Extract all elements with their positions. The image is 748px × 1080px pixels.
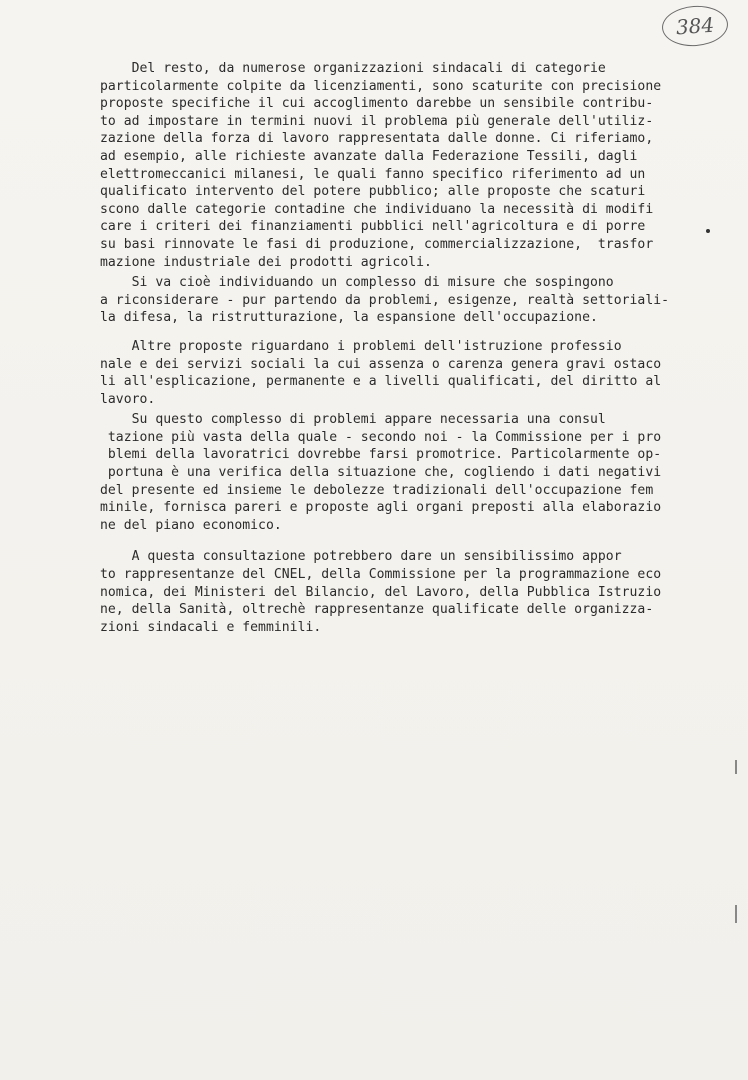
text-line: care i criteri dei finanziamenti pubblici nell'agricoltura e di porre — [100, 219, 646, 235]
text-line: nale e dei servizi sociali la cui assenza o carenza genera gravi ostaco — [100, 356, 662, 372]
text-line: mazione industriale dei prodotti agricoli. — [100, 254, 432, 270]
text-line: portuna è una verifica della situazione che, cogliendo i dati negativi — [100, 465, 662, 481]
paragraph-1 — [100, 60, 700, 271]
text-line: Su questo complesso di problemi appare necessaria una consul — [100, 412, 606, 428]
text-line: nomica, dei Ministeri del Bilancio, del Lavoro, della Pubblica Istruzio — [100, 584, 662, 600]
text-line: A questa consultazione potrebbero dare un sensibilissimo appor — [100, 549, 622, 565]
text-line: particolarmente colpite da licenziamenti, sono scaturite con precisione — [100, 78, 662, 94]
text-line: Altre proposte riguardano i problemi dell'istruzione professio — [100, 338, 622, 354]
paragraph-5 — [100, 548, 700, 636]
text-line: zazione della forza di lavoro rappresentata dalle donne. Ci riferiamo, — [100, 131, 654, 147]
edge-tick-mark — [735, 760, 737, 774]
text-line: su basi rinnovate le fasi di produzione, commercializzazione, trasfor — [100, 236, 654, 252]
text-line: a riconsiderare - pur partendo da problemi, esigenze, realtà settoriali- — [100, 292, 670, 308]
text-line: Si va cioè individuando un complesso di misure che sospingono — [100, 275, 614, 291]
document-body — [100, 60, 700, 636]
text-line: elettromeccanici milanesi, le quali fanno specifico riferimento ad un — [100, 166, 646, 182]
text-line: tazione più vasta della quale - secondo noi - la Commissione per i pro — [100, 429, 662, 445]
text-line: to ad impostare in termini nuovi il problema più generale dell'utiliz- — [100, 113, 654, 129]
paragraph-2 — [100, 274, 700, 327]
margin-dot-mark — [706, 229, 710, 233]
text-line: ne, della Sanità, oltrechè rappresentanze qualificate delle organizza- — [100, 602, 654, 618]
text-line: del presente ed insieme le debolezze tradizionali dell'occupazione fem — [100, 482, 654, 498]
text-line: qualificato intervento del potere pubblico; alle proposte che scaturi — [100, 184, 646, 200]
text-line: Del resto, da numerose organizzazioni sindacali di categorie — [100, 61, 606, 76]
text-line: blemi della lavoratrici dovrebbe farsi promotrice. Particolarmente op- — [100, 447, 662, 463]
text-line: scono dalle categorie contadine che individuano la necessità di modifi — [100, 201, 654, 217]
text-line: ne del piano economico. — [100, 517, 282, 533]
paragraph-3 — [100, 338, 700, 408]
paragraph-4 — [100, 411, 700, 534]
text-line: lavoro. — [100, 391, 156, 407]
text-line: zioni sindacali e femminili. — [100, 619, 322, 635]
page-number-stamp: 384 — [661, 4, 730, 49]
text-line: to rappresentanze del CNEL, della Commissione per la programmazione eco — [100, 567, 662, 583]
text-line: minile, fornisca pareri e proposte agli organi preposti alla elaborazio — [100, 500, 662, 516]
text-line: li all'esplicazione, permanente e a livelli qualificati, del diritto al — [100, 374, 662, 390]
text-line: proposte specifiche il cui accoglimento darebbe un sensibile contribu- — [100, 96, 654, 112]
text-line: la difesa, la ristrutturazione, la espansione dell'occupazione. — [100, 310, 598, 326]
edge-tick-mark — [735, 905, 737, 923]
text-line: ad esempio, alle richieste avanzate dalla Federazione Tessili, dagli — [100, 148, 638, 164]
